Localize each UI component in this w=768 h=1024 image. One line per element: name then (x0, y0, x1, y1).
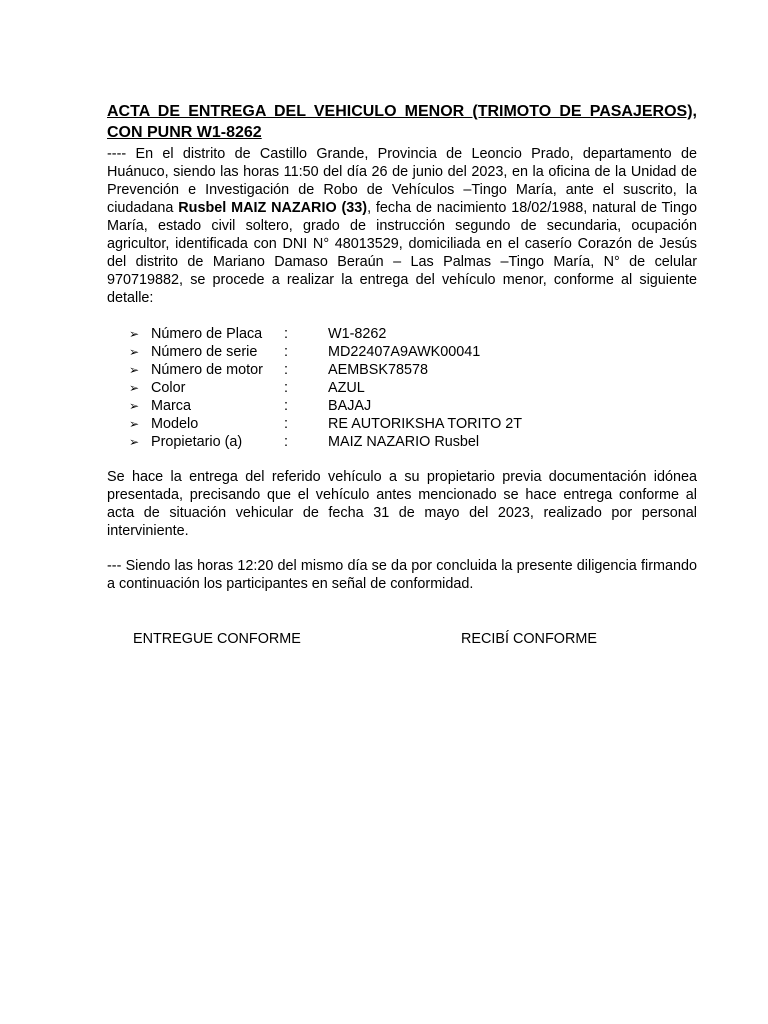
detail-label: Modelo (151, 416, 199, 432)
detail-label: Propietario (a) (151, 434, 243, 450)
document-page (107, 101, 697, 650)
document-title: ACTA DE ENTREGA DEL VEHICULO MENOR (TRIMOTO DE PASAJEROS), CON PUNR W1-8262 (107, 103, 697, 141)
detail-colon: : (284, 326, 288, 342)
arrow-bullet-icon: ➢ (129, 435, 140, 449)
detail-colon: : (284, 344, 288, 360)
closing-paragraph: --- Siendo las horas 12:20 del mismo día se da por concluida la presente diligencia firmando a continuación los participantes en señal de conformidad. (107, 558, 697, 592)
detail-value: MAIZ NAZARIO Rusbel (328, 434, 480, 450)
intro-paragraph (107, 145, 697, 307)
detail-label: Número de Placa (151, 326, 263, 342)
detail-value: AEMBSK78578 (328, 362, 428, 378)
detail-label: Color (151, 380, 186, 396)
list-item (107, 325, 697, 343)
detail-label: Número de motor (151, 362, 263, 378)
intro-text-end: , fecha de nacimiento 18/02/1988, natural de Tingo María, estado civil soltero, grado de instrucción segundo de secundaria, ocupación agricultor, identificada con DNI N° 48013529, domiciliada en el caserío Corazón de Jesús del distrito de Mariano Damaso Beraún – Las Palmas –Tingo María, N° de celular 970719882, se procede a realizar la entrega del vehículo menor, conforme al siguiente detalle: (107, 200, 697, 306)
citizen-name: Rusbel MAIZ NAZARIO (33) (178, 200, 368, 216)
list-item (107, 379, 697, 397)
arrow-bullet-icon: ➢ (129, 399, 140, 413)
signature-deliverer-label: ENTREGUE CONFORME (133, 631, 301, 647)
detail-colon: : (284, 416, 288, 432)
vehicle-details-list (107, 325, 697, 451)
delivery-paragraph: Se hace la entrega del referido vehículo a su propietario previa documentación idónea presentada, precisando que el vehículo antes mencionado se hace entrega conforme al acta de situación vehicular de fecha 31 de mayo del 2023, realizado por personal interviniente. (107, 469, 697, 539)
detail-label: Marca (151, 398, 191, 414)
detail-value: MD22407A9AWK00041 (328, 344, 481, 360)
list-item (107, 361, 697, 379)
arrow-bullet-icon: ➢ (129, 345, 140, 359)
detail-colon: : (284, 398, 288, 414)
intro-text-start: ---- En el distrito de Castillo Grande, Provincia de Leoncio Prado, departamento de Huánuco, siendo las horas 11:50 del día 26 de junio del 2023, en la oficina de la Unidad de Prevención e Investigación de Robo de Vehículos –Tingo María, ante el suscrito, la ciudadana (107, 146, 697, 216)
list-item (107, 343, 697, 361)
list-item (107, 397, 697, 415)
detail-label: Número de serie (151, 344, 258, 360)
arrow-bullet-icon: ➢ (129, 327, 140, 341)
arrow-bullet-icon: ➢ (129, 417, 140, 431)
list-item (107, 433, 697, 451)
detail-colon: : (284, 380, 288, 396)
detail-value: AZUL (328, 380, 365, 396)
detail-colon: : (284, 434, 288, 450)
detail-value: RE AUTORIKSHA TORITO 2T (328, 416, 523, 432)
arrow-bullet-icon: ➢ (129, 363, 140, 377)
arrow-bullet-icon: ➢ (129, 381, 140, 395)
signature-receiver-label: RECIBÍ CONFORME (461, 631, 597, 647)
detail-value: BAJAJ (328, 398, 372, 414)
detail-colon: : (284, 362, 288, 378)
list-item (107, 415, 697, 433)
detail-value: W1-8262 (328, 326, 387, 342)
signature-block (107, 630, 697, 650)
